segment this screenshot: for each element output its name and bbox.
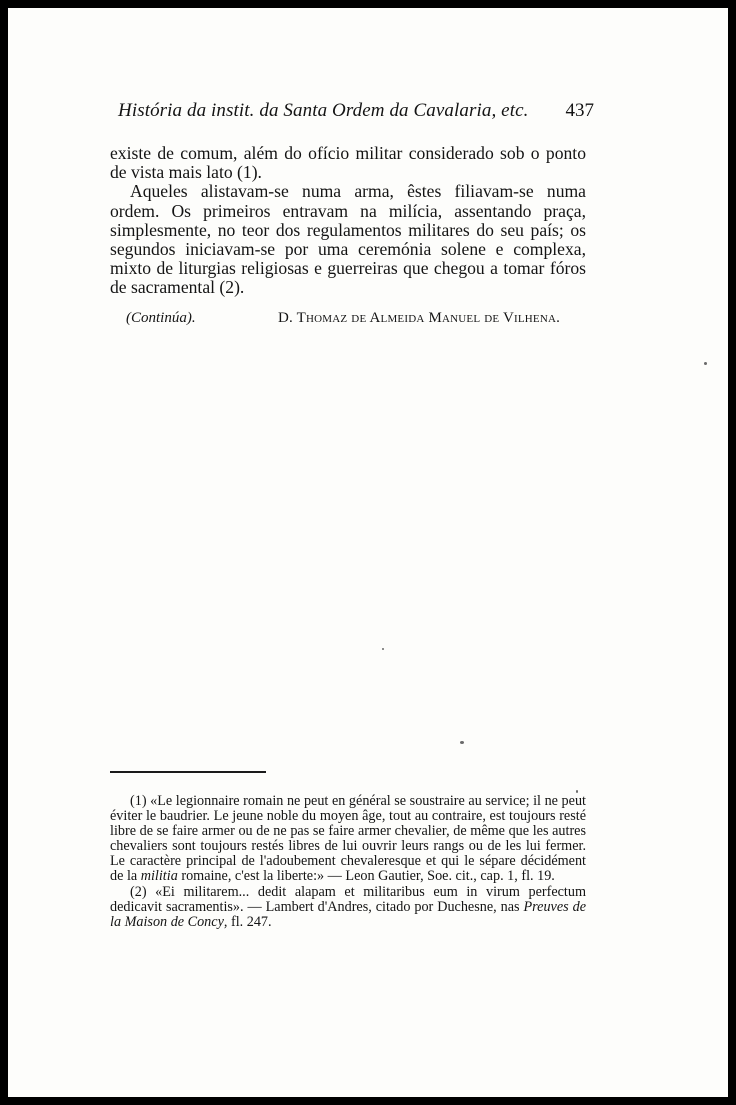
footnote-2-text-a: (2) «Ei militarem... dedit alapam et militaribus eum in virum perfectum dedicavit sacramentis». — Lambert d'Andres, citado por Duchesne, nas [110, 883, 586, 915]
paper-speck [382, 648, 384, 650]
paper-speck [460, 741, 464, 744]
footnote-divider [110, 771, 266, 773]
page-header [118, 100, 594, 128]
paragraph-1: existe de comum, além do ofício militar considerado sob o ponto de vista mais lato (1). [110, 143, 586, 183]
signature-line [126, 310, 586, 330]
paper-speck [704, 362, 707, 365]
footnote-1-text-a: (1) «Le legionnaire romain ne peut en général se soustraire au service; il ne peut éviter le baudrier. Le jeune noble du moyen âge, tout au contraire, est toujours resté libre de se faire armer ou de ne pas se faire armer chevalier, de même que les autres chevaliers sont toujours restés libres de lui ouvrir leurs rangs ou de les lui fermer. Le caractère principal de l'adoubement chevaleresque et qui le sépare décidément de la [110, 793, 586, 885]
footnote-2-text-b: , fl. 247. [223, 913, 272, 930]
footnote-2 [110, 885, 586, 930]
footnote-1-italic: militia [140, 868, 178, 885]
footnote-1-text-b: romaine, c'est la liberte:» — Leon Gautier, Soe. cit., cap. 1, fl. 19. [177, 868, 555, 885]
paper-speck [576, 790, 578, 793]
footnote-2-italic: Preuves de la Maison de Concy [110, 898, 587, 930]
author-name: D. Thomaz de Almeida Manuel de Vilhena. [278, 310, 561, 326]
main-text [110, 144, 586, 298]
footnote-1 [110, 794, 586, 885]
footnotes [110, 794, 586, 930]
running-title: História da instit. da Santa Ordem da Cavalaria, etc. [118, 100, 529, 121]
book-page [8, 8, 728, 1097]
continua-note: (Continúa). [126, 310, 196, 326]
paragraph-2: Aqueles alistavam-se numa arma, êstes filiavam-se numa ordem. Os primeiros entravam na milícia, assentando praça, simplesmente, no teor dos regulamentos militares do seu país; os segundos iniciavam-se por uma ceremónia solene e complexa, mixto de liturgias religiosas e guerreiras que chegou a tomar fóros de sacramental (2). [110, 181, 586, 298]
page-number: 437 [565, 100, 594, 121]
